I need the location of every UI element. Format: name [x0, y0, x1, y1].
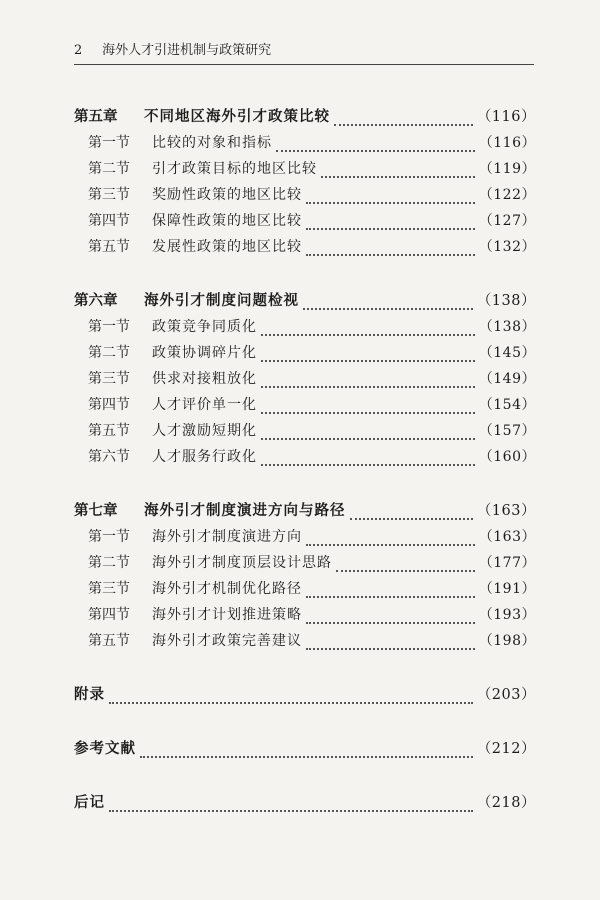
- toc-section[interactable]: [74, 234, 536, 260]
- section-title: 保障性政策的地区比较: [152, 213, 302, 229]
- toc-section[interactable]: [74, 366, 536, 392]
- section-number: 第三节: [88, 371, 130, 387]
- leader-dots: [261, 454, 475, 466]
- leader-dots: [306, 534, 475, 546]
- back-matter-title: 后记: [74, 794, 105, 811]
- section-title: 人才激励短期化: [152, 423, 257, 439]
- page-ref: （157）: [478, 423, 536, 439]
- page-ref: （127）: [478, 213, 536, 229]
- toc-chapter-7[interactable]: [74, 498, 536, 524]
- section-number: 第五节: [88, 239, 130, 255]
- toc-section[interactable]: [74, 524, 536, 550]
- chapter-number: 第六章: [74, 292, 118, 309]
- leader-dots: [306, 218, 475, 230]
- leader-dots: [140, 746, 473, 758]
- page-ref: （160）: [478, 449, 536, 465]
- page-ref: （132）: [478, 239, 536, 255]
- section-number: 第三节: [88, 187, 130, 203]
- section-title: 奖励性政策的地区比较: [152, 187, 302, 203]
- section-title: 引才政策目标的地区比较: [152, 161, 317, 177]
- page-ref: （193）: [478, 607, 536, 623]
- toc-section[interactable]: [74, 156, 536, 182]
- toc-section[interactable]: [74, 418, 536, 444]
- chapter-number: 第七章: [74, 502, 118, 519]
- book-title: 海外人才引进机制与政策研究: [102, 43, 272, 58]
- toc-references[interactable]: [74, 736, 536, 762]
- leader-dots: [334, 114, 473, 126]
- chapter-title: 海外引才制度演进方向与路径: [144, 502, 346, 519]
- toc-section[interactable]: [74, 602, 536, 628]
- section-number: 第二节: [88, 555, 130, 571]
- leader-dots: [261, 350, 475, 362]
- toc-section[interactable]: [74, 576, 536, 602]
- section-number: 第四节: [88, 607, 130, 623]
- page-ref: （116）: [476, 109, 536, 125]
- page-ref: （145）: [478, 345, 536, 361]
- leader-dots: [261, 428, 475, 440]
- page-ref: （212）: [476, 741, 536, 757]
- leader-dots: [276, 140, 475, 152]
- page-ref: （198）: [478, 633, 536, 649]
- section-title: 发展性政策的地区比较: [152, 239, 302, 255]
- section-number: 第一节: [88, 529, 130, 545]
- leader-dots: [306, 192, 475, 204]
- leader-dots: [303, 298, 473, 310]
- section-number: 第五节: [88, 423, 130, 439]
- chapter-number: 第五章: [74, 108, 118, 125]
- leader-dots: [109, 800, 473, 812]
- section-number: 第二节: [88, 345, 130, 361]
- running-header: [74, 38, 534, 65]
- leader-dots: [261, 402, 475, 414]
- leader-dots: [321, 166, 475, 178]
- section-title: 海外引才制度演进方向: [152, 529, 302, 545]
- section-number: 第一节: [88, 135, 130, 151]
- section-number: 第三节: [88, 581, 130, 597]
- section-title: 人才服务行政化: [152, 449, 257, 465]
- toc-appendix[interactable]: [74, 682, 536, 708]
- page-ref: （154）: [478, 397, 536, 413]
- page-ref: （138）: [476, 293, 536, 309]
- leader-dots: [109, 692, 473, 704]
- toc-section[interactable]: [74, 392, 536, 418]
- toc-section[interactable]: [74, 444, 536, 470]
- section-title: 海外引才制度顶层设计思路: [152, 555, 332, 571]
- chapter-title: 不同地区海外引才政策比较: [144, 108, 330, 125]
- section-title: 海外引才机制优化路径: [152, 581, 302, 597]
- table-of-contents: [74, 104, 536, 816]
- section-title: 海外引才计划推进策略: [152, 607, 302, 623]
- leader-dots: [306, 586, 475, 598]
- section-number: 第四节: [88, 213, 130, 229]
- toc-section[interactable]: [74, 628, 536, 654]
- section-number: 第四节: [88, 397, 130, 413]
- back-matter-title: 附录: [74, 686, 105, 703]
- toc-section[interactable]: [74, 550, 536, 576]
- page-ref: （218）: [476, 795, 536, 811]
- page-ref: （163）: [478, 529, 536, 545]
- section-number: 第一节: [88, 319, 130, 335]
- leader-dots: [350, 508, 473, 520]
- section-title: 供求对接粗放化: [152, 371, 257, 387]
- section-title: 比较的对象和指标: [152, 135, 272, 151]
- section-title: 政策协调碎片化: [152, 345, 257, 361]
- toc-chapter-5[interactable]: [74, 104, 536, 130]
- leader-dots: [261, 324, 475, 336]
- page-ref: （177）: [478, 555, 536, 571]
- page-number: 2: [74, 43, 83, 58]
- leader-dots: [306, 638, 475, 650]
- leader-dots: [261, 376, 475, 388]
- section-number: 第二节: [88, 161, 130, 177]
- section-title: 政策竞争同质化: [152, 319, 257, 335]
- chapter-title: 海外引才制度问题检视: [144, 292, 299, 309]
- toc-chapter-6[interactable]: [74, 288, 536, 314]
- back-matter-title: 参考文献: [74, 740, 136, 757]
- page-ref: （203）: [476, 687, 536, 703]
- leader-dots: [336, 560, 475, 572]
- page-ref: （191）: [478, 581, 536, 597]
- toc-section[interactable]: [74, 314, 536, 340]
- section-title: 人才评价单一化: [152, 397, 257, 413]
- toc-section[interactable]: [74, 182, 536, 208]
- leader-dots: [306, 244, 475, 256]
- leader-dots: [306, 612, 475, 624]
- page-ref: （138）: [478, 319, 536, 335]
- section-number: 第五节: [88, 633, 130, 649]
- page-ref: （122）: [478, 187, 536, 203]
- page-ref: （163）: [476, 503, 536, 519]
- section-title: 海外引才政策完善建议: [152, 633, 302, 649]
- page-ref: （119）: [478, 161, 536, 177]
- toc-section[interactable]: [74, 340, 536, 366]
- toc-section[interactable]: [74, 208, 536, 234]
- toc-section[interactable]: [74, 130, 536, 156]
- section-number: 第六节: [88, 449, 130, 465]
- page-ref: （149）: [478, 371, 536, 387]
- toc-postscript[interactable]: [74, 790, 536, 816]
- page-ref: （116）: [478, 135, 536, 151]
